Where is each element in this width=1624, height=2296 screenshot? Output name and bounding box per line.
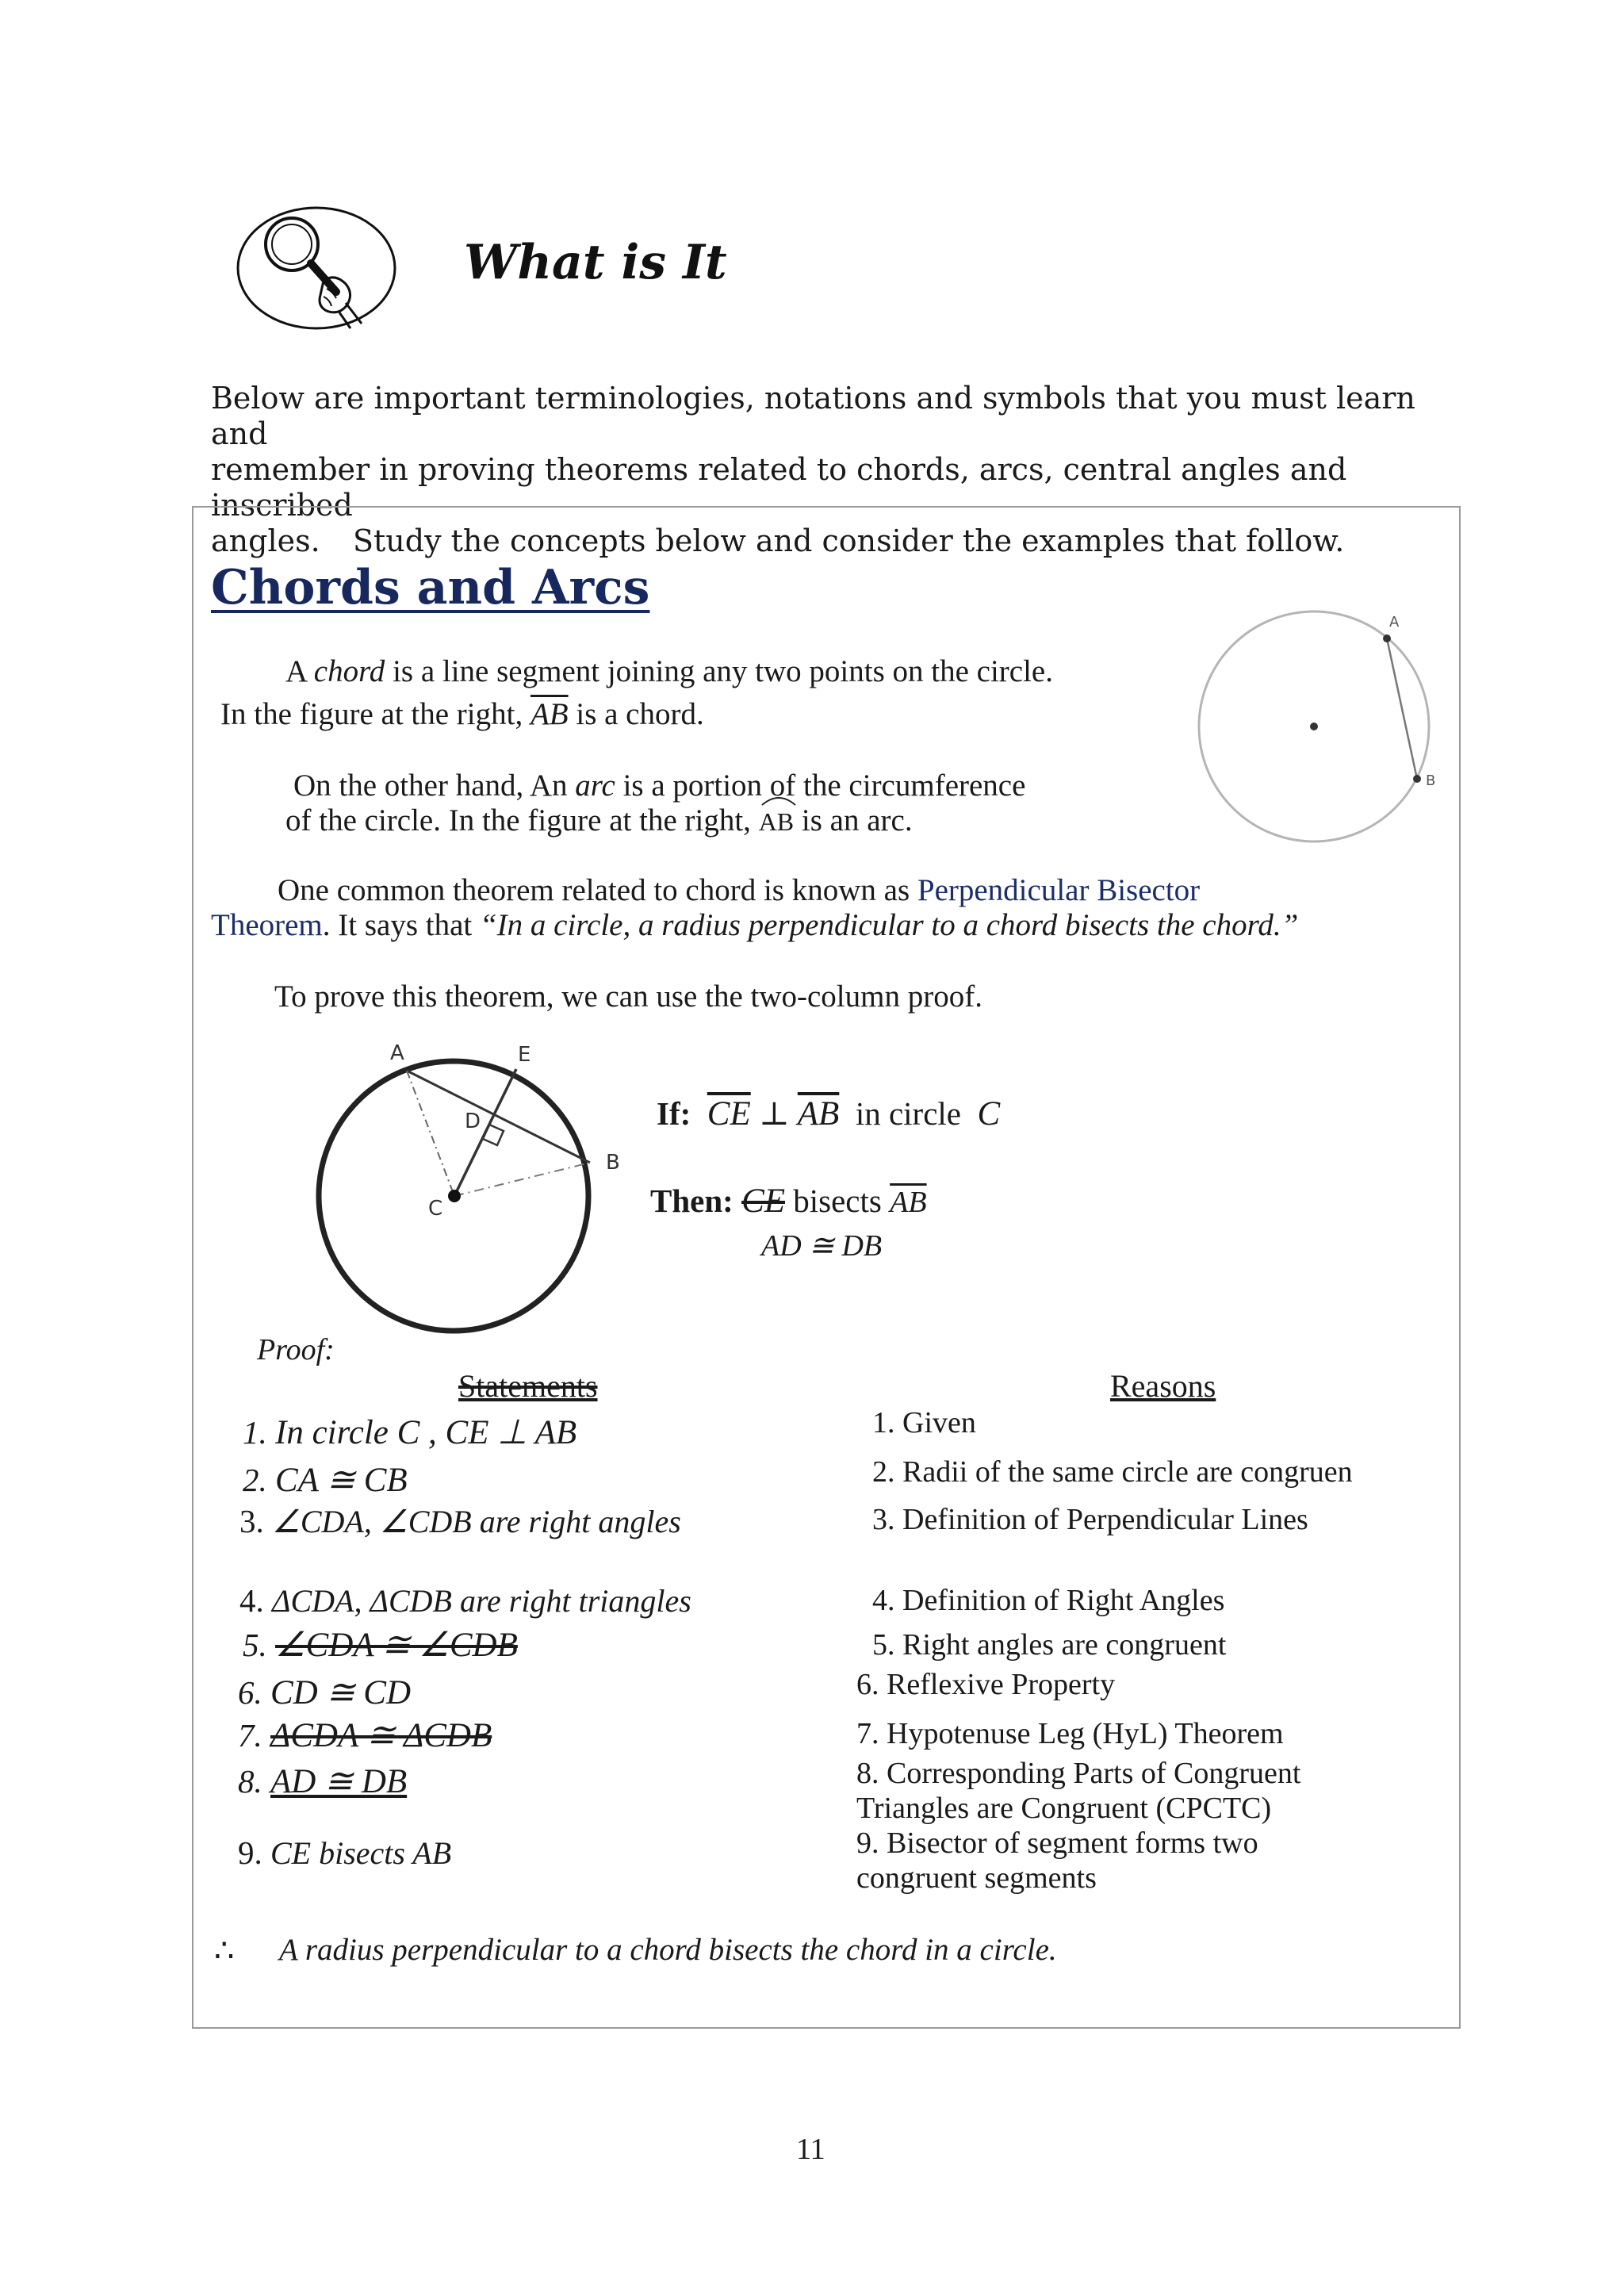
congruence-statement: AD ≅ DB [761, 1229, 883, 1263]
chords-and-arcs-heading: Chords and Arcs [211, 560, 650, 615]
statement-row: 1. In circle C , CE ⊥ AB [243, 1414, 577, 1451]
reason-row: 3. Definition of Perpendicular Lines [872, 1503, 1308, 1536]
reason-row: 5. Right angles are congruent [872, 1628, 1227, 1662]
chord-arc-figure [1189, 608, 1451, 853]
statement-row: 4. ΔCDA, ΔCDB are right triangles [239, 1582, 691, 1619]
reason-row: 4. Definition of Right Angles [872, 1584, 1225, 1617]
arc-ab: AB [759, 803, 794, 840]
conclusion: A radius perpendicular to a chord bisects the chord in a circle. [279, 1933, 1057, 1967]
prove-intro: To prove this theorem, we can use the two-column proof. [274, 979, 982, 1014]
center-point [448, 1190, 461, 1202]
reason-row: 1. Given [872, 1406, 976, 1439]
proof-label: Proof: [257, 1333, 335, 1366]
center-point [1310, 723, 1318, 730]
arc-term: arc [575, 769, 615, 803]
point-b [1413, 775, 1421, 783]
right-angle-mark [483, 1125, 504, 1145]
statements-header: Statements [458, 1368, 598, 1404]
label-b: B [606, 1151, 620, 1175]
chord-term: chord [313, 654, 385, 688]
intro-line: angles. [211, 523, 320, 558]
radius-cb [454, 1163, 590, 1196]
label-a: A [390, 1041, 404, 1065]
arc-symbol [760, 794, 797, 807]
therefore-symbol: ∴ [214, 1933, 235, 1968]
label-b: B [1426, 772, 1436, 789]
arc-example: of the circle. In the figure at the right, AB is an arc. [285, 803, 913, 840]
section-title: What is It [464, 235, 727, 290]
statement-row: 2. CA ≅ CB [243, 1462, 408, 1499]
statement-row: 5. ∠CDA ≅ ∠CDB [243, 1627, 518, 1664]
segment-ab: $\overline{AB}$ [530, 697, 569, 731]
page-number: 11 [796, 2133, 825, 2166]
statement-row: 6. CD ≅ CD [238, 1674, 411, 1711]
theorem-quote: “In a circle, a radius perpendicular to a chord bisects the chord.” [479, 908, 1299, 942]
reason-row: 2. Radii of the same circle are congruen [872, 1455, 1353, 1489]
statement-row: 9. CE bisects AB [238, 1834, 452, 1871]
label-d: D [465, 1110, 481, 1133]
statement-row: 8. AD ≅ DB [238, 1763, 408, 1800]
reason-row: 8. Corresponding Parts of Congruent [856, 1757, 1301, 1790]
chord-definition: A chord is a line segment joining any two points on the circle. [285, 654, 1053, 688]
magnifier-hand-icon [235, 205, 398, 332]
reason-row: 6. Reflexive Property [856, 1668, 1116, 1701]
theorem-name: Perpendicular Bisector [917, 873, 1201, 907]
radius-ca [407, 1071, 454, 1196]
perpendicular-bisector-figure [301, 1028, 634, 1345]
chord-line [1387, 638, 1417, 779]
arc-definition: On the other hand, An arc is a portion of the circumference [293, 769, 1026, 803]
point-a [1383, 634, 1391, 642]
label-e: E [518, 1043, 531, 1067]
statement-row: 7. ΔCDA ≅ ΔCDB [238, 1717, 492, 1754]
reason-row: 7. Hypotenuse Leg (HyL) Theorem [856, 1717, 1284, 1750]
given-statement: If: $\overline{CE}$ ⊥ $\overline{AB}$ in circle C [657, 1095, 1001, 1133]
then-statement: Then: CE bisects $\overline{AB}$ [650, 1182, 927, 1220]
box-lead: Study the concepts below and consider the examples that follow. [353, 523, 1345, 558]
reason-row: Triangles are Congruent (CPCTC) [856, 1792, 1272, 1825]
chord-example: In the figure at the right, $\overline{AB}$ is a chord. [220, 697, 704, 731]
theorem-name-cont: Theorem [211, 908, 323, 942]
theorem-line-1: One common theorem related to chord is known as Perpendicular Bisector [278, 873, 1201, 907]
reason-row: 9. Bisector of segment forms two [856, 1826, 1258, 1860]
statement-row: 3. ∠CDA, ∠CDB are right angles [239, 1503, 681, 1539]
intro-line: remember in proving theorems related to chords, arcs, central angles and inscribed [211, 452, 1347, 523]
theorem-line-2: Theorem. It says that “In a circle, a radius perpendicular to a chord bisects the chord.” [211, 908, 1299, 942]
reason-row: congruent segments [856, 1861, 1097, 1895]
intro-line: Below are important terminologies, notations and symbols that you must learn and [211, 381, 1415, 451]
label-a: A [1389, 614, 1400, 631]
reasons-header: Reasons [1110, 1368, 1216, 1404]
label-c: C [428, 1197, 443, 1221]
